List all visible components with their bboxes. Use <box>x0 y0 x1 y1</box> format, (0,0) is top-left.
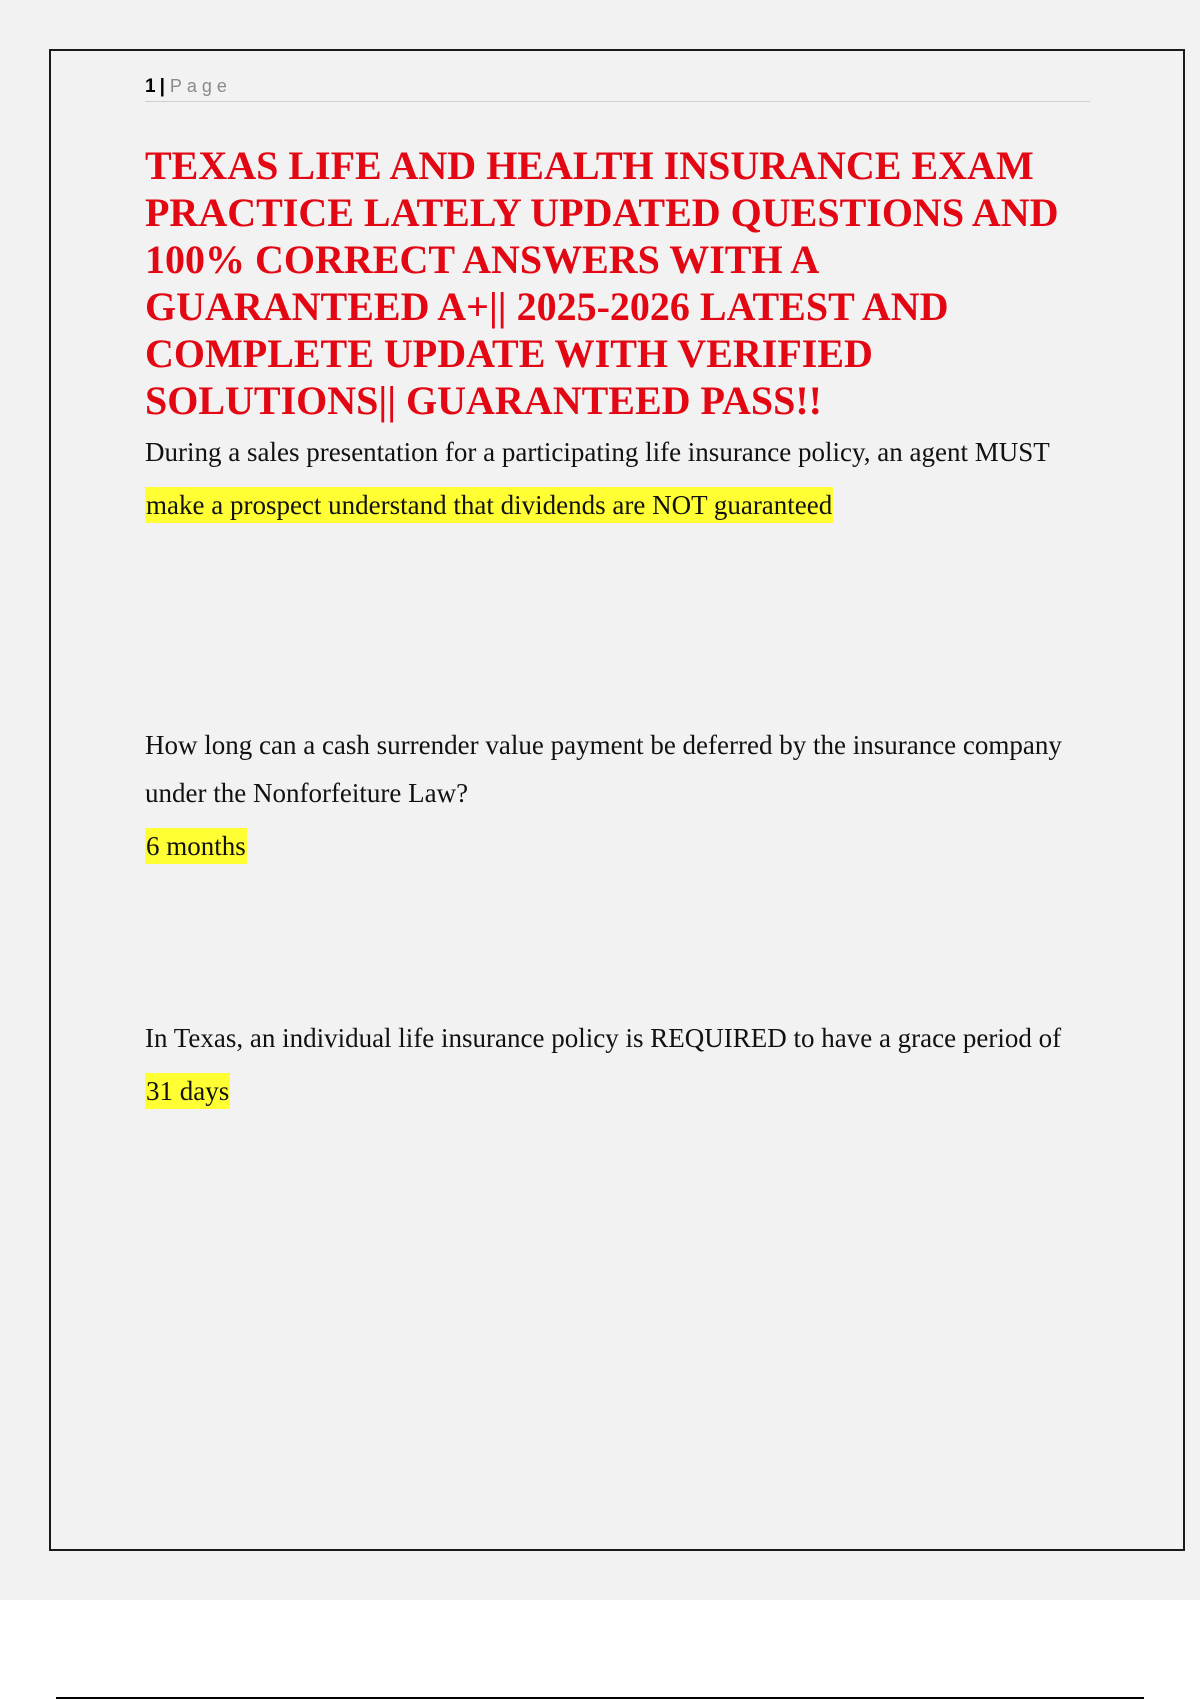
document-title: TEXAS LIFE AND HEALTH INSURANCE EXAM PRACTICE LATELY UPDATED QUESTIONS AND 100% CORRECT ANSWERS WITH A GUARANTEED A+|| 2025-2026 LATEST AND COMPLETE UPDATE WITH VERIFIED SOLUTIONS|| GUARANTEED PASS!! <box>145 143 1059 423</box>
answer-highlight: make a prospect understand that dividends are NOT guaranteed <box>145 487 833 523</box>
qa-item <box>145 721 1085 864</box>
bottom-divider <box>56 1697 1144 1699</box>
question-text: In Texas, an individual life insurance policy is REQUIRED to have a grace period of <box>145 1023 1062 1053</box>
answer-highlight: 6 months <box>145 828 247 864</box>
question-text: How long can a cash surrender value payment be deferred by the insurance company under the Nonforfeiture Law? <box>145 730 1062 808</box>
page-header <box>145 71 1090 102</box>
qa-item <box>145 1014 1085 1109</box>
question-text: During a sales presentation for a participating life insurance policy, an agent MUST <box>145 437 1050 467</box>
page-number: 1 <box>145 76 156 97</box>
page-label: Page <box>169 76 232 96</box>
qa-item <box>145 428 1085 523</box>
page-separator: | <box>159 76 165 97</box>
answer-highlight: 31 days <box>145 1073 230 1109</box>
